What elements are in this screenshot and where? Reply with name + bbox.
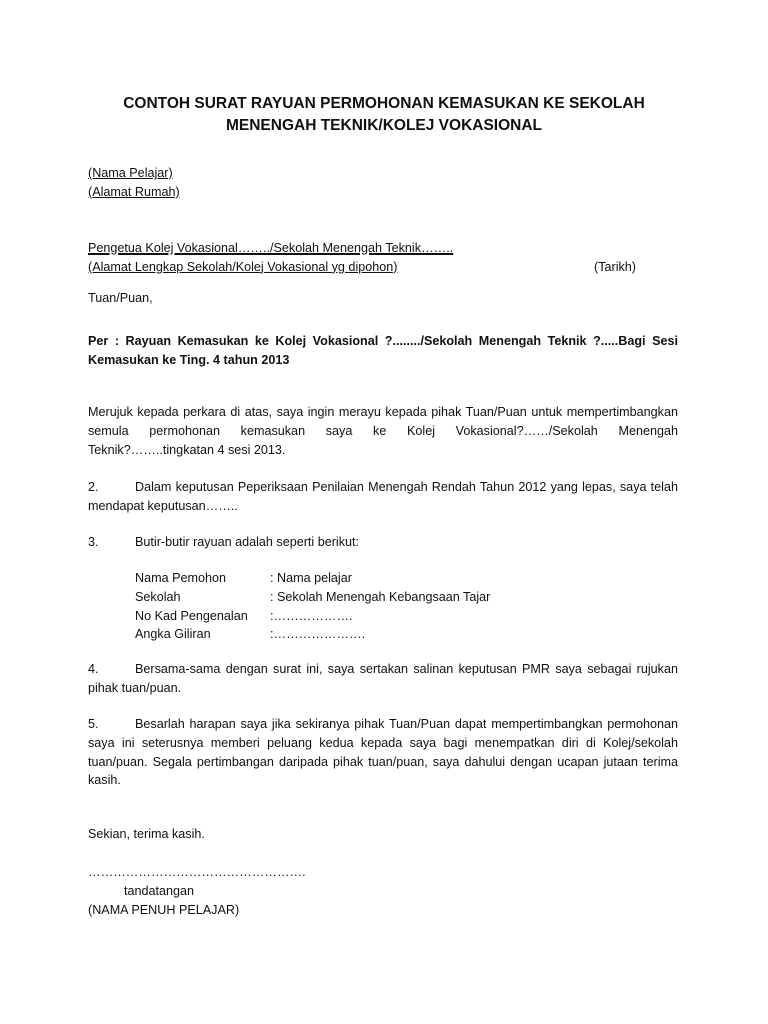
signature-label: tandatangan bbox=[124, 883, 195, 898]
paragraph-number: 4. bbox=[88, 662, 99, 676]
date-placeholder: (Tarikh) bbox=[594, 259, 636, 274]
title-line-1: CONTOH SURAT RAYUAN PERMOHONAN KEMASUKAN KE SEKOLAH bbox=[123, 95, 645, 112]
paragraph-text: Butir-butir rayuan adalah seperti berikut: bbox=[135, 535, 360, 549]
detail-row bbox=[135, 625, 725, 644]
paragraph-number: 5. bbox=[88, 717, 99, 731]
detail-row bbox=[135, 607, 725, 626]
sender-name: (Nama Pelajar) bbox=[88, 166, 173, 180]
detail-label: Sekolah bbox=[135, 589, 181, 604]
detail-label: Angka Giliran bbox=[135, 627, 211, 642]
paragraph-number: 3. bbox=[88, 535, 99, 549]
document-title bbox=[60, 93, 708, 137]
paragraph-text: Bersama-sama dengan surat ini, saya sertakan salinan keputusan PMR saya sebagai rujukan pihak tuan/puan. bbox=[88, 662, 678, 695]
paragraph-text: Besarlah harapan saya jika sekiranya pihak Tuan/Puan dapat mempertimbangkan permohonan saya ini seterusnya memberi peluang kedua kepada saya bagi menempatkan diri di Kolej/sekolah tuan/puan. Segala pertimbangan daripada pihak tuan/puan, saya dahului dengan ucapan jutaan terima kasih. bbox=[88, 717, 678, 788]
detail-label: Nama Pemohon bbox=[135, 571, 227, 585]
closing: Sekian, terima kasih. bbox=[88, 827, 205, 841]
paragraph-3 bbox=[88, 533, 678, 552]
recipient-name: Pengetua Kolej Vokasional……../Sekolah Menengah Teknik…….. bbox=[88, 241, 454, 255]
applicant-details bbox=[88, 569, 725, 644]
paragraph-4 bbox=[88, 660, 678, 698]
paragraph-1: Merujuk kepada perkara di atas, saya ingin merayu kepada pihak Tuan/Puan untuk mempertimbangkan semula permohonan kemasukan saya ke Kolej Vokasional?……/Sekolah Menengah Teknik?……..tingkatan 4 sesi 2013. bbox=[88, 405, 678, 457]
recipient-address bbox=[88, 239, 678, 277]
detail-label: No Kad Pengenalan bbox=[135, 608, 248, 623]
title-line-2: MENENGAH TEKNIK/KOLEJ VOKASIONAL bbox=[225, 117, 543, 134]
detail-row bbox=[135, 588, 725, 607]
full-name-placeholder: (NAMA PENUH PELAJAR) bbox=[88, 902, 240, 917]
paragraph-text: Dalam keputusan Peperiksaan Penilaian Menengah Rendah Tahun 2012 yang lepas, saya telah mendapat keputusan…….. bbox=[88, 480, 678, 513]
signature-block bbox=[88, 863, 678, 919]
detail-value: : Sekolah Menengah Kebangsaan Tajar bbox=[270, 589, 491, 604]
paragraph-2 bbox=[88, 478, 678, 516]
detail-value: : Nama pelajar bbox=[270, 571, 352, 585]
sender-address bbox=[88, 164, 678, 202]
detail-value: :………………. bbox=[270, 608, 353, 623]
sender-home-address: (Alamat Rumah) bbox=[88, 184, 180, 199]
recipient-school-address: (Alamat Lengkap Sekolah/Kolej Vokasional yg dipohon) bbox=[88, 259, 398, 274]
signature-line: ……………………………………………. bbox=[88, 865, 306, 879]
detail-value: :…………………. bbox=[270, 627, 366, 642]
salutation: Tuan/Puan, bbox=[88, 291, 153, 305]
subject-line: Per : Rayuan Kemasukan ke Kolej Vokasional ?......../Sekolah Menengah Teknik ?.....Bagi Sesi Kemasukan ke Ting. 4 tahun 2013 bbox=[88, 334, 678, 367]
paragraph-5 bbox=[88, 715, 678, 790]
detail-row bbox=[135, 569, 725, 588]
paragraph-number: 2. bbox=[88, 480, 99, 494]
